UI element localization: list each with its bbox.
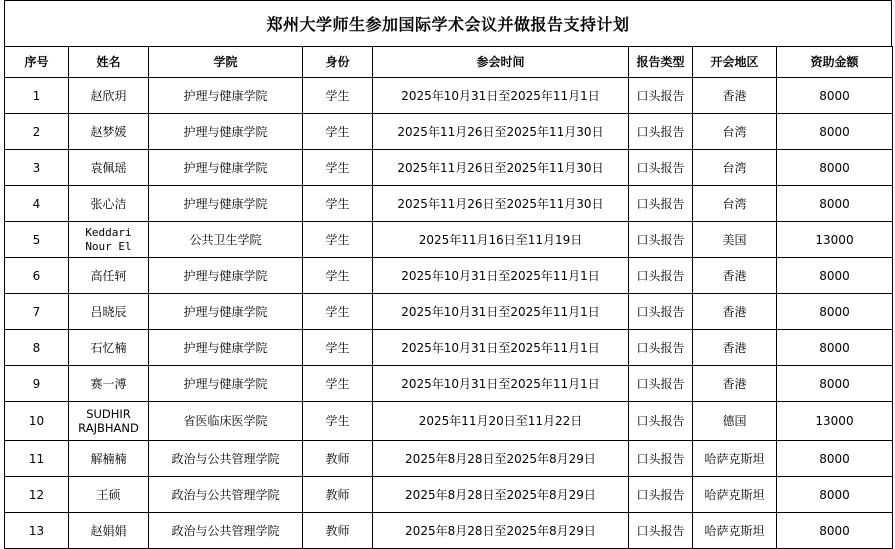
- cell-amount[interactable]: 8000: [777, 258, 893, 294]
- cell-role[interactable]: 学生: [303, 222, 373, 258]
- cell-time[interactable]: 2025年8月28日至2025年8月29日: [373, 477, 629, 513]
- cell-time[interactable]: 2025年11月20日至11月22日: [373, 402, 629, 441]
- cell-name[interactable]: 袁佩瑶: [69, 150, 149, 186]
- cell-type[interactable]: 口头报告: [629, 513, 693, 549]
- cell-no[interactable]: 2: [5, 114, 69, 150]
- cell-amount[interactable]: 8000: [777, 294, 893, 330]
- header-college[interactable]: 学院: [149, 47, 303, 78]
- cell-region[interactable]: 香港: [693, 294, 777, 330]
- cell-college[interactable]: 公共卫生学院: [149, 222, 303, 258]
- cell-college[interactable]: 护理与健康学院: [149, 258, 303, 294]
- cell-role[interactable]: 学生: [303, 402, 373, 441]
- cell-no[interactable]: 13: [5, 513, 69, 549]
- cell-college[interactable]: 政治与公共管理学院: [149, 441, 303, 477]
- cell-time[interactable]: 2025年11月26日至2025年11月30日: [373, 186, 629, 222]
- cell-no[interactable]: 11: [5, 441, 69, 477]
- cell-no[interactable]: 4: [5, 186, 69, 222]
- cell-type[interactable]: 口头报告: [629, 366, 693, 402]
- cell-region[interactable]: 台湾: [693, 114, 777, 150]
- cell-type[interactable]: 口头报告: [629, 330, 693, 366]
- cell-time[interactable]: 2025年10月31日至2025年11月1日: [373, 294, 629, 330]
- table-row: [5, 222, 893, 258]
- cell-time[interactable]: 2025年10月31日至2025年11月1日: [373, 330, 629, 366]
- cell-role[interactable]: 学生: [303, 330, 373, 366]
- cell-name[interactable]: 赵梦媛: [69, 114, 149, 150]
- table-row: [5, 513, 893, 549]
- cell-amount[interactable]: 8000: [777, 441, 893, 477]
- cell-name[interactable]: 石忆楠: [69, 330, 149, 366]
- cell-time[interactable]: 2025年8月28日至2025年8月29日: [373, 441, 629, 477]
- cell-no[interactable]: 1: [5, 78, 69, 114]
- cell-region[interactable]: 美国: [693, 222, 777, 258]
- cell-time[interactable]: 2025年8月28日至2025年8月29日: [373, 513, 629, 549]
- cell-college[interactable]: 护理与健康学院: [149, 366, 303, 402]
- cell-no[interactable]: 6: [5, 258, 69, 294]
- cell-amount[interactable]: 13000: [777, 222, 893, 258]
- cell-role[interactable]: 学生: [303, 114, 373, 150]
- header-time[interactable]: 参会时间: [373, 47, 629, 78]
- cell-type[interactable]: 口头报告: [629, 477, 693, 513]
- cell-role[interactable]: 教师: [303, 513, 373, 549]
- cell-type[interactable]: 口头报告: [629, 114, 693, 150]
- header-row: [5, 47, 893, 78]
- table-row: [5, 441, 893, 477]
- cell-college[interactable]: 护理与健康学院: [149, 78, 303, 114]
- cell-time[interactable]: 2025年10月31日至2025年11月1日: [373, 366, 629, 402]
- cell-role[interactable]: 教师: [303, 477, 373, 513]
- header-name[interactable]: 姓名: [69, 47, 149, 78]
- name-line-1: Keddari: [85, 225, 132, 239]
- cell-amount[interactable]: 8000: [777, 477, 893, 513]
- cell-no[interactable]: 12: [5, 477, 69, 513]
- cell-role[interactable]: 学生: [303, 366, 373, 402]
- cell-name[interactable]: 王硕: [69, 477, 149, 513]
- cell-name[interactable]: 赵娟娟: [69, 513, 149, 549]
- cell-type[interactable]: 口头报告: [629, 294, 693, 330]
- cell-region[interactable]: 香港: [693, 366, 777, 402]
- cell-name[interactable]: 张心洁: [69, 186, 149, 222]
- cell-college[interactable]: 省医临床医学院: [149, 402, 303, 441]
- cell-region[interactable]: 香港: [693, 330, 777, 366]
- cell-region[interactable]: 哈萨克斯坦: [693, 477, 777, 513]
- cell-role[interactable]: 教师: [303, 441, 373, 477]
- cell-no[interactable]: 10: [5, 402, 69, 441]
- cell-college[interactable]: 护理与健康学院: [149, 330, 303, 366]
- cell-region[interactable]: 台湾: [693, 186, 777, 222]
- header-region[interactable]: 开会地区: [693, 47, 777, 78]
- table-row: [5, 150, 893, 186]
- cell-region[interactable]: 德国: [693, 402, 777, 441]
- cell-name[interactable]: 赵欣玥: [69, 78, 149, 114]
- header-type[interactable]: 报告类型: [629, 47, 693, 78]
- cell-name[interactable]: [69, 222, 149, 258]
- cell-college[interactable]: 政治与公共管理学院: [149, 477, 303, 513]
- cell-type[interactable]: 口头报告: [629, 78, 693, 114]
- cell-role[interactable]: 学生: [303, 258, 373, 294]
- cell-college[interactable]: 政治与公共管理学院: [149, 513, 303, 549]
- cell-type[interactable]: 口头报告: [629, 150, 693, 186]
- table-row: [5, 78, 893, 114]
- cell-name[interactable]: 解楠楠: [69, 441, 149, 477]
- cell-name[interactable]: 吕晓辰: [69, 294, 149, 330]
- cell-type[interactable]: 口头报告: [629, 402, 693, 441]
- table-row: [5, 258, 893, 294]
- cell-region[interactable]: 香港: [693, 78, 777, 114]
- cell-type[interactable]: 口头报告: [629, 222, 693, 258]
- cell-college[interactable]: 护理与健康学院: [149, 114, 303, 150]
- cell-no[interactable]: 5: [5, 222, 69, 258]
- table-row: [5, 186, 893, 222]
- table-row: [5, 366, 893, 402]
- cell-region[interactable]: 香港: [693, 258, 777, 294]
- table-row: [5, 330, 893, 366]
- cell-role[interactable]: 学生: [303, 150, 373, 186]
- cell-college[interactable]: 护理与健康学院: [149, 294, 303, 330]
- cell-no[interactable]: 3: [5, 150, 69, 186]
- header-no[interactable]: 序号: [5, 47, 69, 78]
- cell-college[interactable]: 护理与健康学院: [149, 186, 303, 222]
- table-row: [5, 402, 893, 441]
- cell-no[interactable]: 9: [5, 366, 69, 402]
- cell-amount[interactable]: 8000: [777, 150, 893, 186]
- cell-role[interactable]: 学生: [303, 186, 373, 222]
- table-row: [5, 114, 893, 150]
- cell-name[interactable]: 高任轲: [69, 258, 149, 294]
- cell-name[interactable]: [69, 402, 149, 441]
- cell-amount[interactable]: 8000: [777, 366, 893, 402]
- cell-amount[interactable]: 8000: [777, 114, 893, 150]
- cell-time[interactable]: 2025年11月16日至11月19日: [373, 222, 629, 258]
- cell-region[interactable]: 哈萨克斯坦: [693, 441, 777, 477]
- cell-region[interactable]: 台湾: [693, 150, 777, 186]
- cell-name[interactable]: 赛一溥: [69, 366, 149, 402]
- cell-amount[interactable]: 8000: [777, 186, 893, 222]
- cell-amount[interactable]: 8000: [777, 330, 893, 366]
- cell-time[interactable]: 2025年11月26日至2025年11月30日: [373, 150, 629, 186]
- cell-time[interactable]: 2025年10月31日至2025年11月1日: [373, 78, 629, 114]
- cell-type[interactable]: 口头报告: [629, 441, 693, 477]
- header-amount[interactable]: 资助金额: [777, 47, 893, 78]
- cell-no[interactable]: 8: [5, 330, 69, 366]
- cell-amount[interactable]: 8000: [777, 513, 893, 549]
- cell-amount[interactable]: 13000: [777, 402, 893, 441]
- cell-role[interactable]: 学生: [303, 78, 373, 114]
- funding-table: [4, 46, 893, 549]
- cell-time[interactable]: 2025年10月31日至2025年11月1日: [373, 258, 629, 294]
- cell-time[interactable]: 2025年11月26日至2025年11月30日: [373, 114, 629, 150]
- sheet-title: 郑州大学师生参加国际学术会议并做报告支持计划: [4, 0, 892, 46]
- name-line-2: RAJBHAND: [78, 421, 139, 435]
- name-line-1: SUDHIR: [86, 407, 131, 421]
- header-role[interactable]: 身份: [303, 47, 373, 78]
- name-line-2: Nour El: [85, 239, 132, 253]
- cell-amount[interactable]: 8000: [777, 78, 893, 114]
- table-row: [5, 294, 893, 330]
- cell-type[interactable]: 口头报告: [629, 258, 693, 294]
- cell-region[interactable]: 哈萨克斯坦: [693, 513, 777, 549]
- cell-college[interactable]: 护理与健康学院: [149, 150, 303, 186]
- cell-no[interactable]: 7: [5, 294, 69, 330]
- table-row: [5, 477, 893, 513]
- cell-type[interactable]: 口头报告: [629, 186, 693, 222]
- cell-role[interactable]: 学生: [303, 294, 373, 330]
